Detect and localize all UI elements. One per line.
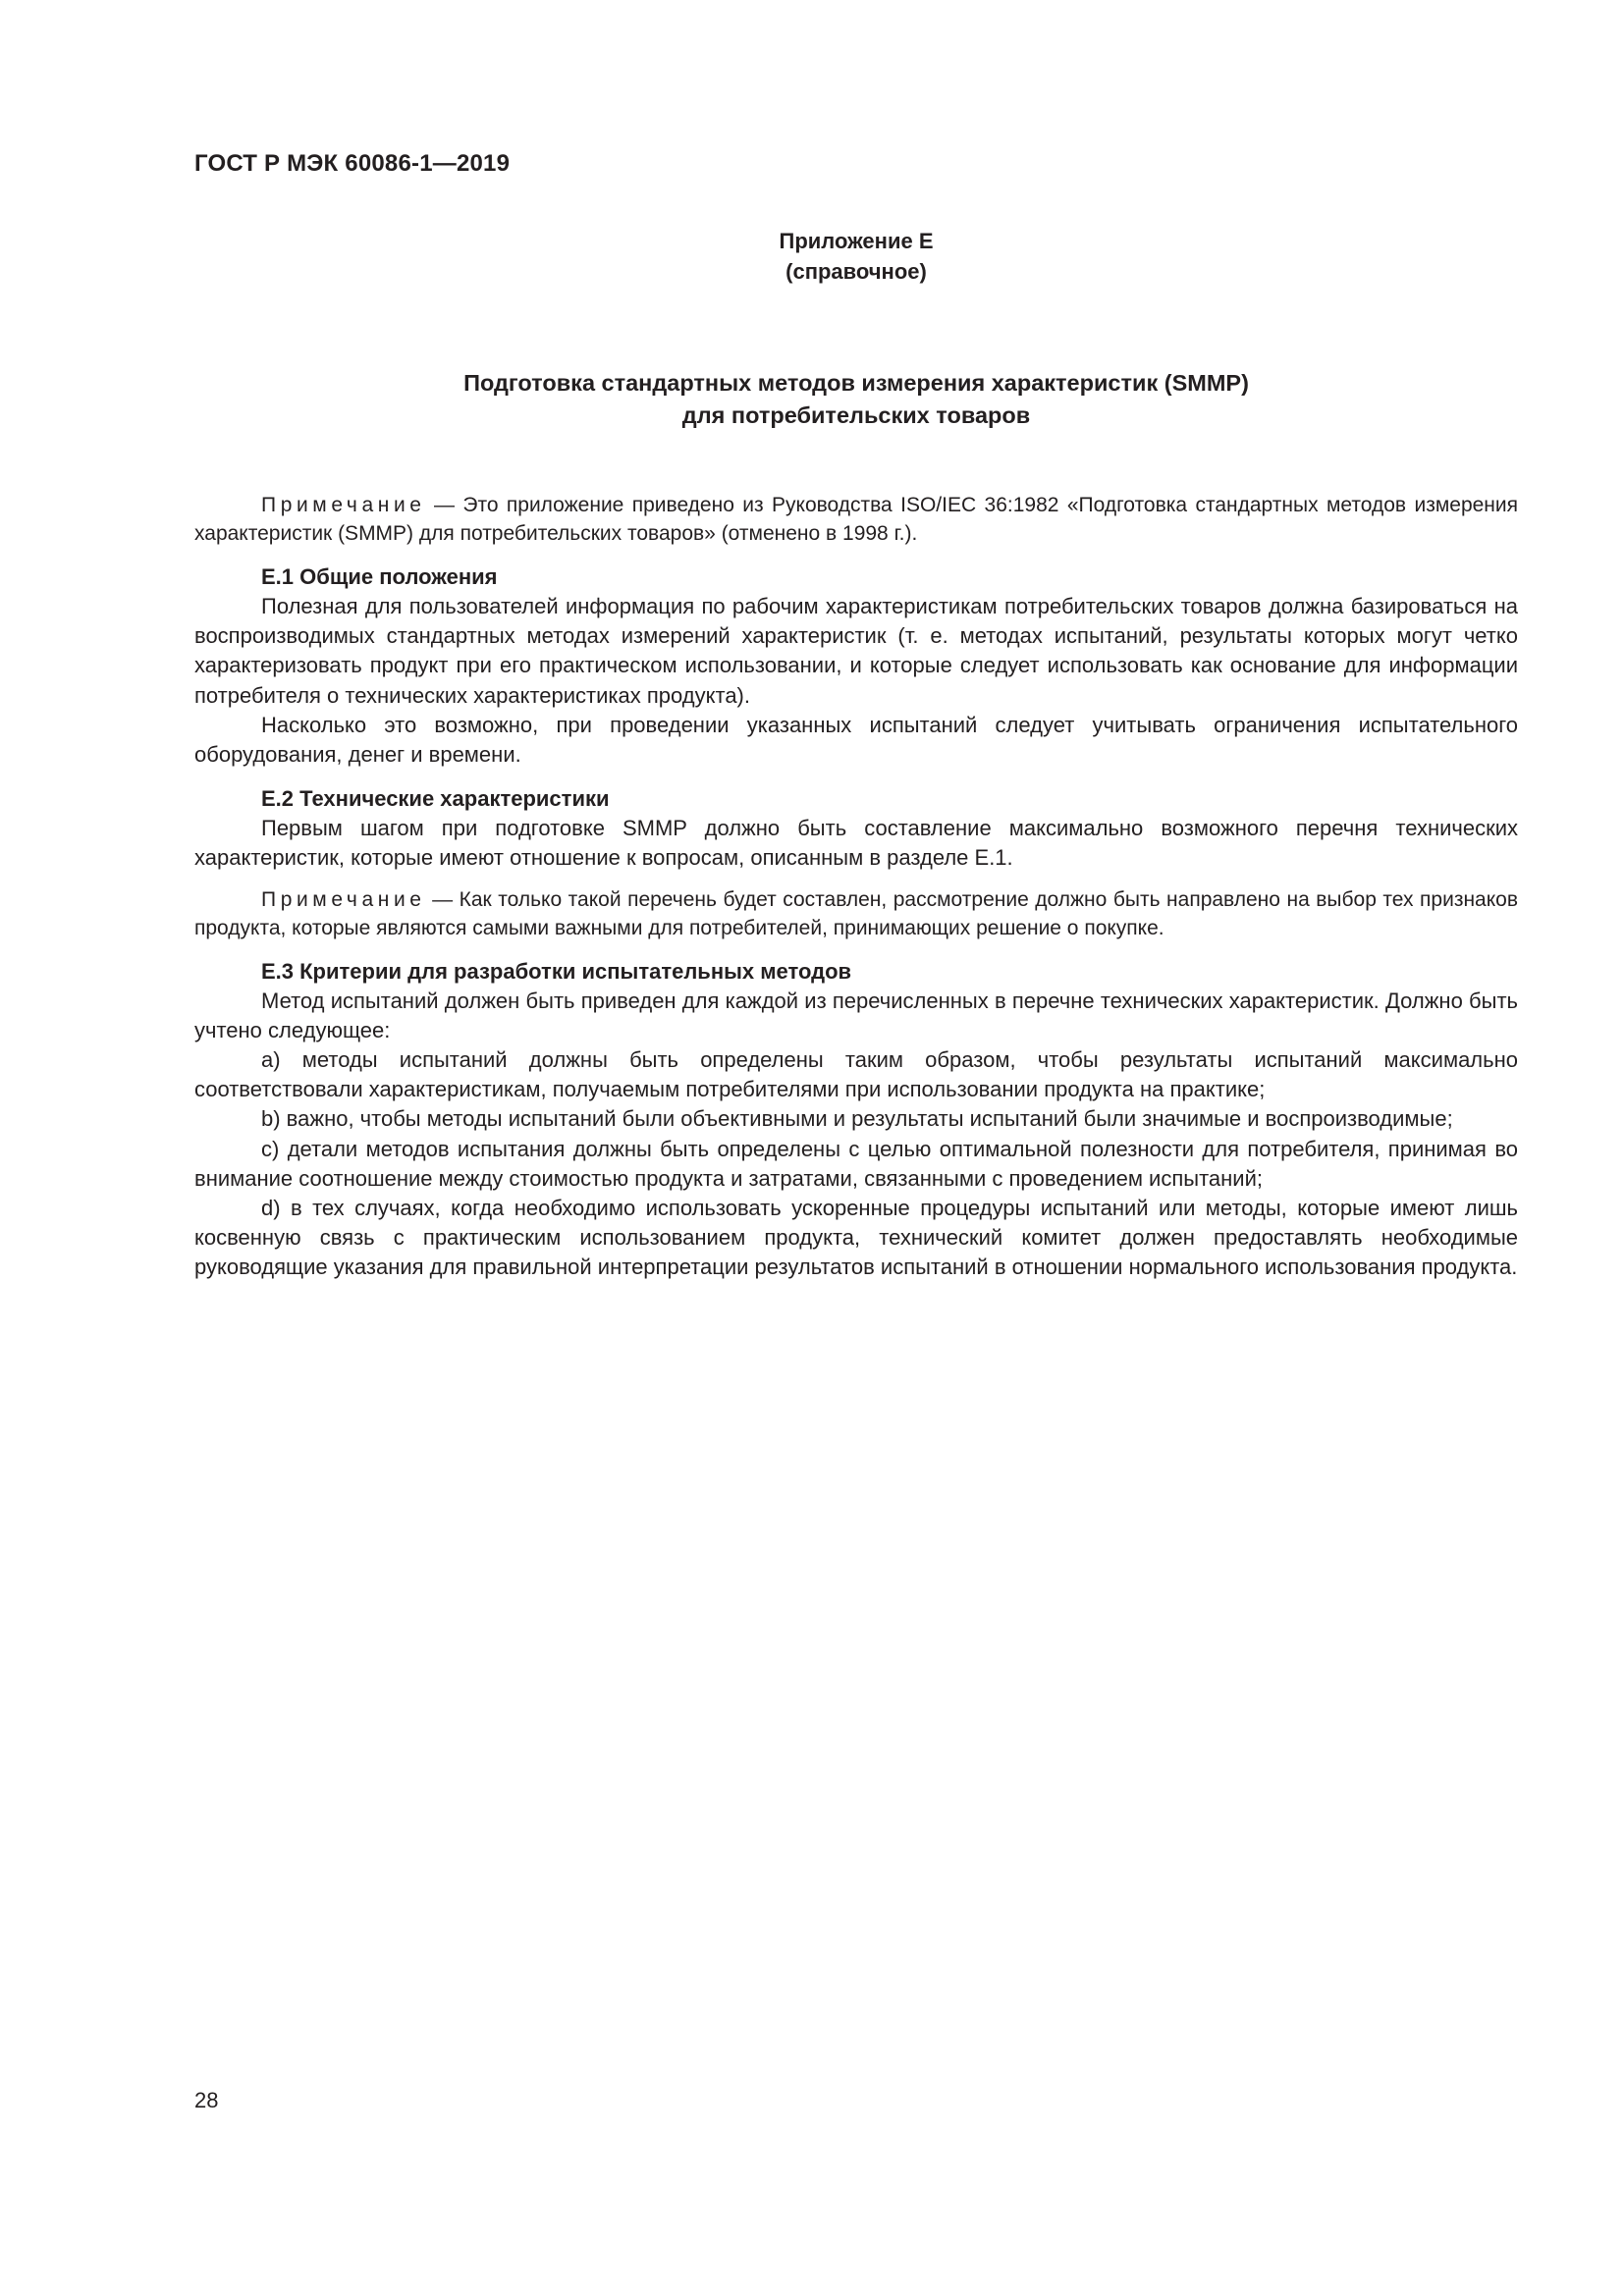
- appendix-label: Приложение Е: [779, 229, 934, 253]
- appendix-title-line2: для потребительских товаров: [681, 402, 1031, 428]
- appendix-kind: (справочное): [785, 259, 927, 284]
- intro-note-text: — Это приложение приведено из Руководства ISO/IEC 36:1982 «Подготовка стандартных методов измерения характеристик (SMMP) для потребительских товаров» (отменено в 1998 г.).: [194, 494, 1518, 545]
- section-e2-paragraph-1: Первым шагом при подготовке SMMP должно быть составление максимально возможного перечня технических характеристик, которые имеют отношение к вопросам, описанным в разделе Е.1.: [194, 816, 1518, 871]
- section-e3-paragraph-1: Метод испытаний должен быть приведен для каждой из перечисленных в перечне технических характеристик. Должно быть учтено следующее:: [194, 988, 1518, 1042]
- appendix-title-line1: Подготовка стандартных методов измерения характеристик (SMMP): [463, 370, 1249, 396]
- section-e3-item-c: c) детали методов испытания должны быть определены с целью оптимальной полезности для потребителя, принимая во внимание соотношение между стоимостью продукта и затратами, связанными с проведением испытаний;: [194, 1136, 1518, 1191]
- section-e1-paragraph-1: Полезная для пользователей информация по рабочим характеристикам потребительских товаров должна базироваться на воспроизводимых стандартных методах измерений характеристик (т. е. методах испытаний, результаты которых могут четко характеризовать продукт при его практическом использовании, и которые следует использовать как основание для информации потребителя о технических характеристиках продукта).: [194, 594, 1518, 708]
- page-number: 28: [194, 2088, 219, 2112]
- section-heading-e1: Е.1 Общие положения: [261, 564, 498, 589]
- intro-note-label: Примечание: [261, 494, 426, 516]
- section-e3-item-b: b) важно, чтобы методы испытаний были объективными и результаты испытаний были значимые и воспроизводимые;: [261, 1106, 1453, 1132]
- section-e2-note: [194, 885, 1518, 942]
- section-e2-note-text: — Как только такой перечень будет составлен, рассмотрение должно быть направлено на выбор тех признаков продукта, которые являются самыми важными для потребителей, принимающих решение о покупке.: [194, 887, 1518, 939]
- section-e3-item-a: a) методы испытаний должны быть определены таким образом, чтобы результаты испытаний максимально соответствовали характеристикам, получаемым потребителями при использовании продукта на практике;: [194, 1047, 1518, 1102]
- section-heading-e3: Е.3 Критерии для разработки испытательных методов: [261, 958, 852, 984]
- section-e2-note-label: Примечание: [261, 887, 426, 911]
- standard-code-header: ГОСТ Р МЭК 60086-1—2019: [194, 150, 511, 177]
- appendix-title: [194, 367, 1518, 432]
- section-heading-e2: Е.2 Технические характеристики: [261, 786, 610, 812]
- section-e1-paragraph-2: Насколько это возможно, при проведении указанных испытаний следует учитывать ограничения испытательного оборудования, денег и времени.: [194, 712, 1518, 768]
- document-body: [194, 226, 1518, 1283]
- intro-note: [194, 491, 1518, 548]
- section-e3-item-d: d) в тех случаях, когда необходимо использовать ускоренные процедуры испытаний или методы, которые имеют лишь косвенную связь с практическим использованием продукта, технический комитет должен предоставлять необходимые руководящие указания для правильной интерпретации результатов испытаний в отношении нормального использования продукта.: [194, 1196, 1518, 1280]
